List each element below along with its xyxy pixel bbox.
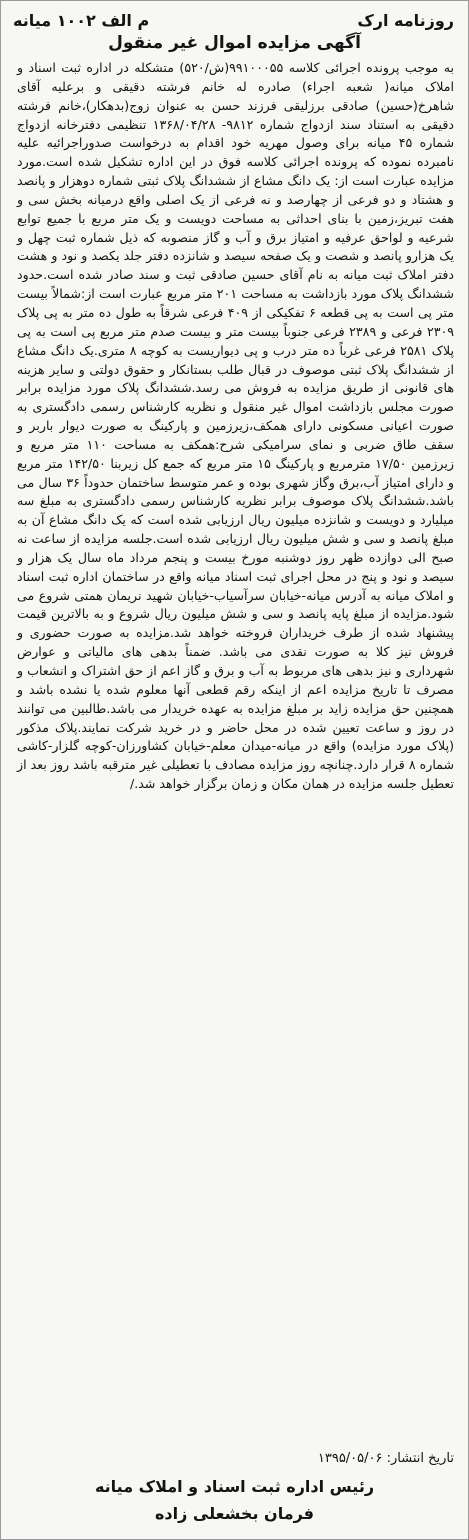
issue-number: م الف ۱۰۰۲ میانه (13, 10, 150, 30)
notice-title: آگهی مزایده اموال غیر منقول (108, 33, 361, 53)
publication-date: تاریخ انتشار: ۱۳۹۵/۰۵/۰۶ (317, 1451, 454, 1466)
newspaper-name: روزنامه ارک (357, 10, 454, 30)
signer-title: رئیس اداره ثبت اسناد و املاک میانه (94, 1477, 375, 1496)
notice-body-text: به موجب پرونده اجرائی کلاسه ۹۹۱۰۰۰۵۵(ش/۵۲۰) متشکله در اداره ثبت اسناد و املاک میانه( شعبه اجراء) صادره له خانم فرشته دقیقی و برعلیه آقای شاهرخ(حسین) صادقی برزلیقی فرزند حسن به عنوان زوج(بدهکار)،خانم فرشته دقیقی به استناد سند ازدواج شماره ۹۸۱۲- ۱۳۶۸/۰۴/۲۸ تنظیمی دفترخانه ازدواج شماره ۴۵ میانه برای وصول مهریه خود اقدام به درخواست صدوراجرائیه علیه نامبرده نموده که پرونده اجرائی کلاسه فوق در این اداره تشکیل شده است.مورد مزایده عبارت است از: یک دانگ مشاع از ششدانگ پلاک ثبتی شماره دوهزار و پانصد و هشتاد و دو فرعی از چهارصد و نه فرعی از یک اصلی واقع درمیانه بخش سی و هفت تبریز،زمین با بنای احداثی به مساحت دویست و یک متر مربع با جمیع توابع شرعیه و لواحق عرفیه و امتیاز برق و آب و گاز منصوبه که ذیل شماره ثبت چهل و یک هزارو پانصد و شصت و یک صفحه سیصد و شانزده دفتر جلد یکصد و نود و هشت دفتر املاک ثبت میانه به نام آقای حسین صادقی ثبت و سند صادر شده است.حدود ششدانگ پلاک مورد بازداشت به مساحت ۲۰۱ متر مربع عبارت است از:شمالاً بیست متر پی است به پی قطعه ۶ تفکیکی از ۴۰۹ فرعی شرقاً به طول ده متر به پی پلاک ۲۳۰۹ فرعی و ۲۳۸۹ فرعی جنوباً بیست متر و بیست صدم متر مربع پی است به پی پلاک ۲۵۸۱ فرعی غرباً ده متر درب و پی دیواریست به کوچه ۸ متری.یک دانگ مشاع از ششدانگ پلاک ثبتی موصوف در قبال طلب بستانکار و حقوق دولتی و سایر هزینه های قانونی از طریق مزایده به فروش می رسد.ششدانگ پلاک مورد مزایده برابر صورت مجلس بازداشت اموال غیر منقول و نظریه کارشناس رسمی دادگستری به صورت اعیانی مسکونی دارای همکف،زیرزمین و پارکینگ به صورت دیوار باربر و سقف طاق ضربی و نمای سرامیکی شرح:همکف به مساحت ۱۱۰ متر مربع و زیرزمین ۱۷/۵۰ مترمربع و پارکینگ ۱۵ متر مربع که جمع کل زیربنا ۱۴۲/۵۰ متر مربع و دارای امتیاز آب،برق وگاز شهری بوده و عمر متوسط ساختمان حدوداً ۳۶ سال می باشد.ششدانگ پلاک موصوف برابر نظریه کارشناس رسمی دادگستری به مبلغ سه میلیارد و دویست و شانزده میلیون ریال ارزیابی شده است که یک دانگ مشاع آن به مبلغ پانصد و سی و شش میلیون ریال ارزیابی شده است.جلسه مزایده از ساعت نه صبح الی دوازده ظهر روز دوشنبه مورخ بیست و پنجم مرداد ماه سال یک هزار و سیصد و نود و پنج در محل اجرای ثبت اسناد میانه واقع در ساختمان اداره ثبت اسناد و املاک میانه به آدرس میانه-خیابان سرآسیاب-خیابان شهید نریمان همتی شروع می شود.مزایده از مبلغ پایه پانصد و سی و شش میلیون ریال شروع و به بالاترین قیمت پیشنهاد شده از طرف خریداران فروخته خواهد شد.مزایده به صورت حضوری و فروش نیز کلا به صورت نقدی می باشد. ضمناً بدهی های مالیاتی و عوارض شهرداری و نیز بدهی های مربوط به آب و برق و گاز اعم از حق اشتراک و انشعاب و مصرف تا تاریخ مزایده اعم از اینکه رقم قطعی آنها معلوم شده یا نشده باشد و همچنین حق مزایده زاید بر مبلغ مزایده به عهده خریدار می باشد.طالبین می توانند در روز و ساعت تعیین شده در محل حاضر و در خرید شرکت نمایند.پلاک مذکور (پلاک مورد مزایده) واقع در میانه-میدان معلم-خیابان کشاورزان-کوچه گلزار-کاشی شماره ۸ قرار دارد.چنانچه روز مزایده مصادف با تعطیلی غیر مترقبه باشد روز بعد از تعطیل جلسه مزایده در همان مکان و زمان برگزار خواهد شد./ (17, 60, 455, 792)
notice-body (17, 59, 454, 794)
signer-name: فرمان بخشعلی زاده (154, 1504, 315, 1523)
clipping-header (13, 9, 454, 31)
